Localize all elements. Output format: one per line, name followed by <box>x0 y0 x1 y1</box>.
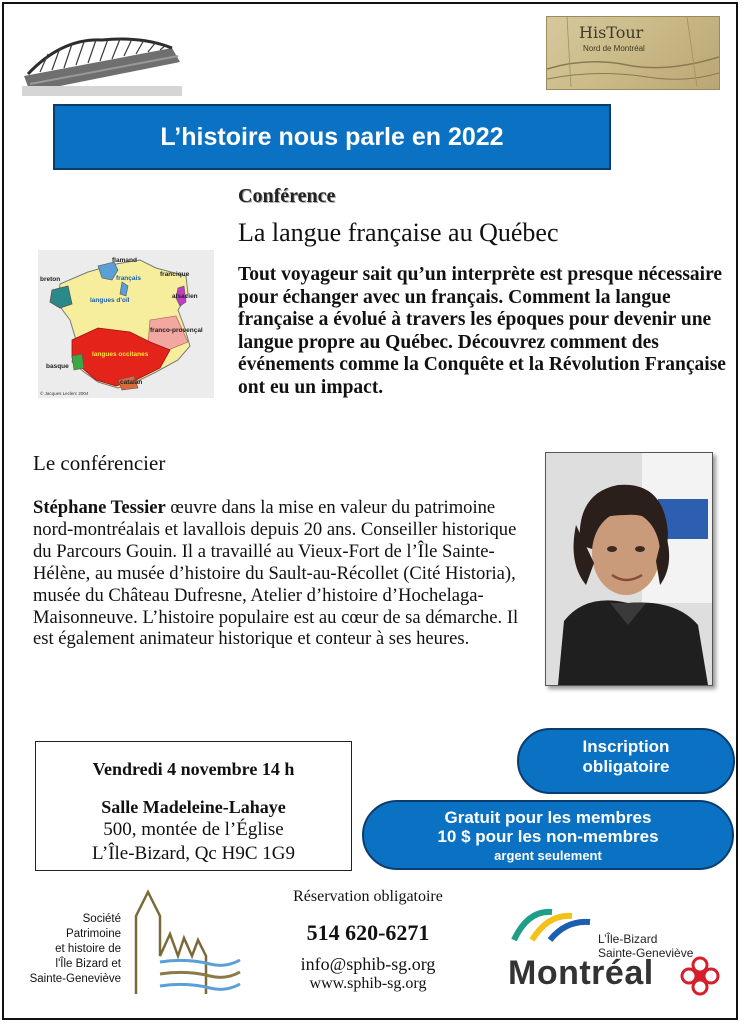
bridge-photo <box>22 18 182 96</box>
map-label-francais: français <box>116 275 141 282</box>
conference-description: Tout voyageur sait qu’un interprète est presque nécessaire pour échanger avec un français. Comment la langue française a évolué à travers les époques pour devenir une langue propre au Québec. Découvrez comment des événements comme la Conquête et la Révolution Française ont eu un impact. <box>238 264 726 398</box>
speaker-bio-text: œuvre dans la mise en valeur du patrimoine nord-montréalais et lavallois depuis 20 ans. Conseiller historique du Parcours Gouin. Il a travaillé au Vieux-Fort de l’Île Sainte-Hélène, au musée d’histoire du Sault-au-Récollet (Cité Historia), musée du Château Dufresne, Atelier d’histoire d’Hochelaga-Maisonneuve. L’histoire populaire est au cœur de sa démarche. Il est également animateur historique et conteur à ses heures. <box>33 497 519 650</box>
map-label-flamand: flamand <box>112 257 137 264</box>
map-label-catalan: catalan <box>120 379 143 386</box>
map-label-langues-occitanes: langues occitanes <box>92 351 149 358</box>
map-label-franco-provencal: franco-provençal <box>150 327 203 334</box>
montreal-borough-line1: L’Île-Bizard <box>598 932 658 946</box>
map-credit: © Jacques Leclerc 2004 <box>40 391 89 396</box>
price-members: Gratuit pour les membres <box>444 808 652 827</box>
event-date: Vendredi 4 novembre 14 h <box>92 759 295 779</box>
montreal-rosette-icon <box>678 954 722 998</box>
speaker-photo <box>545 452 713 686</box>
society-name-line4: l'Île Bizard et <box>55 958 121 970</box>
banner-title: L’histoire nous parle en 2022 <box>160 122 504 151</box>
registration-line1: Inscription <box>582 737 670 756</box>
contact-info <box>268 888 468 993</box>
event-info-box <box>35 741 352 871</box>
montreal-logo <box>508 902 728 998</box>
histour-title: HisTour <box>579 23 644 42</box>
speaker-heading: Le conférencier <box>33 451 166 475</box>
histour-logo <box>546 16 720 90</box>
society-name-line1: Société <box>82 913 121 925</box>
event-address-city: L’Île-Bizard, Qc H9C 1G9 <box>92 843 295 864</box>
speaker-name: Stéphane Tessier <box>33 497 166 518</box>
conference-title: La langue française au Québec <box>238 218 559 247</box>
map-label-francique: francique <box>160 271 190 278</box>
france-map-graphic <box>38 250 214 398</box>
speaker-portrait <box>546 453 712 685</box>
map-label-alsacien: alsacien <box>172 293 198 300</box>
registration-required-badge <box>517 728 735 794</box>
map-label-breton: breton <box>40 276 61 283</box>
society-logo-icon <box>126 886 242 996</box>
language-map <box>38 250 214 398</box>
speaker-bio <box>33 497 535 650</box>
contact-phone[interactable]: 514 620-6271 <box>306 920 430 945</box>
reservation-label: Réservation obligatoire <box>293 888 443 905</box>
price-non-members: 10 $ pour les non-membres <box>437 827 659 846</box>
pricing-badge <box>362 800 734 870</box>
contact-email[interactable]: info@sphib-sg.org <box>300 954 436 974</box>
histour-subtitle: Nord de Montréal <box>583 44 645 53</box>
event-address-street: 500, montée de l’Église <box>103 819 284 840</box>
montreal-city: Montréal <box>508 954 654 992</box>
event-venue: Salle Madeleine-Lahaye <box>101 797 286 817</box>
map-label-basque: basque <box>46 363 69 370</box>
society-name <box>18 912 121 987</box>
society-name-line3: et histoire de <box>55 943 121 955</box>
montreal-arcs-icon <box>510 904 600 944</box>
society-name-line5: Sainte-Geneviève <box>29 973 121 985</box>
price-note: argent seulement <box>494 848 602 863</box>
society-name-line2: Patrimoine <box>66 928 121 940</box>
title-banner <box>53 104 611 170</box>
contact-website[interactable]: www.sphib-sg.org <box>309 975 427 992</box>
registration-line2: obligatoire <box>582 757 670 776</box>
montreal-borough-line2: Sainte-Geneviève <box>598 946 694 960</box>
map-label-langues-oil: langues d'oïl <box>90 297 130 304</box>
conference-label: Conférence <box>238 185 336 207</box>
